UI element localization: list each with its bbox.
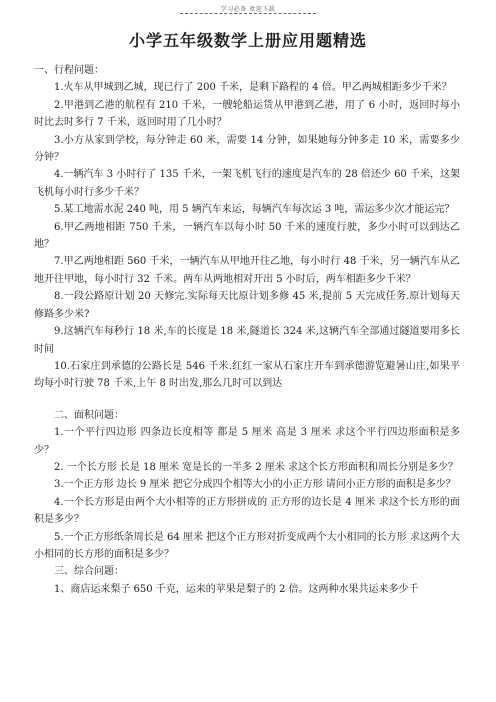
problem-paragraph: 3.一个正方形 边长 9 厘米 把它分成四个相等大小的小正方形 请问小正方形的面积是多少？ [54,479,456,491]
problem-paragraph: 3.小方从家到学校，每分钟走 60 米，需要 14 分钟，如果她每分钟多走 10 米，需要多少分钟？ [34,134,460,164]
problem-paragraph: 9.这辆汽车每秒行 18 米,车的长度是 18 米,隧道长 324 米,这辆汽车全部通过隧道要用多长时间 [34,326,460,355]
document-title: 小学五年级数学上册应用题精选 [128,31,367,50]
section-heading-travel: 一、行程问题： [34,65,104,76]
section-spacer [34,393,460,407]
section-heading-area: 二、面积问题： [54,409,124,421]
problem-paragraph: 4.一个长方形是由两个大小相等的正方形拼成的 正方形的边长是 4 厘米 求这个长方形的面积是多少？ [34,496,460,526]
header-divider [180,13,316,14]
problem-paragraph: 2. 一个长方形 长是 18 厘米 宽是长的一半多 2 厘米 求这个长方形面积和周长分别是多少？ [54,461,459,473]
problem-paragraph: 6.甲乙两地相距 750 千米，一辆汽车以每小时 50 千米的速度行驶，多少小时可以到达乙地？ [34,221,460,251]
header-note: 学习必备 欢迎下载 [220,6,276,13]
problem-paragraph: 5.一个正方形纸条周长是 64 厘米 把这个正方形对折变成两个大小相同的长方形 求这两个大小相同的长方形的面积是多少？ [34,531,460,560]
problem-paragraph: 4.一辆汽车 3 小时行了 135 千米，一架飞机飞行的速度是汽车的 28 倍还少 60 千米，这架飞机每小时行多少千米？ [34,169,460,198]
problem-paragraph: 5.某工地需水泥 240 吨，用 5 辆汽车来运，每辆汽车每次运 3 吨，需运多少次才能运完？ [54,204,455,216]
problem-paragraph: 2.甲港到乙港的航程有 210 千米，一艘轮船运货从甲港到乙港，用了 6 小时，返回时每小时比去时多行 7 千米，返回时用了几小时？ [34,99,460,129]
section-heading-comprehensive: 三、综合问题： [54,566,124,578]
problem-paragraph: 1.一个平行四边形 四条边长度相等 都是 5 厘米 高是 3 厘米 求这个平行四边形面积是多少？ [34,427,460,456]
problem-paragraph: 7.甲乙两地相距 560 千米，一辆汽车从甲地开往乙地，每小时行 48 千米，另一辆汽车从乙地开往甲地，每小时行 32 千米。两车从两地相对开出 5 小时后，两车相距多少千米？ [34,256,460,285]
problem-paragraph: 8.一段公路原计划 20 天修完.实际每天比原计划多修 45 米,提前 5 天完成任务.原计划每天修路多少米? [34,291,460,320]
problem-paragraph: 1、商店运来梨子 650 千克，运来的苹果是梨子的 2 倍。这两种水果共运来多少千 [54,583,419,595]
problem-paragraph: 1.火车从甲城到乙城，现已行了 200 千米，是剩下路程的 4 倍。甲乙两城相距多少千米？ [54,82,452,94]
problem-paragraph: 10.石家庄到承德的公路长是 546 千米.红红一家从石家庄开车到承德游览避暑山庄,如果平均每小时行驶 78 千米,上午 8 时出发,那么几时可以到达 [34,360,460,390]
document-body [34,62,460,598]
